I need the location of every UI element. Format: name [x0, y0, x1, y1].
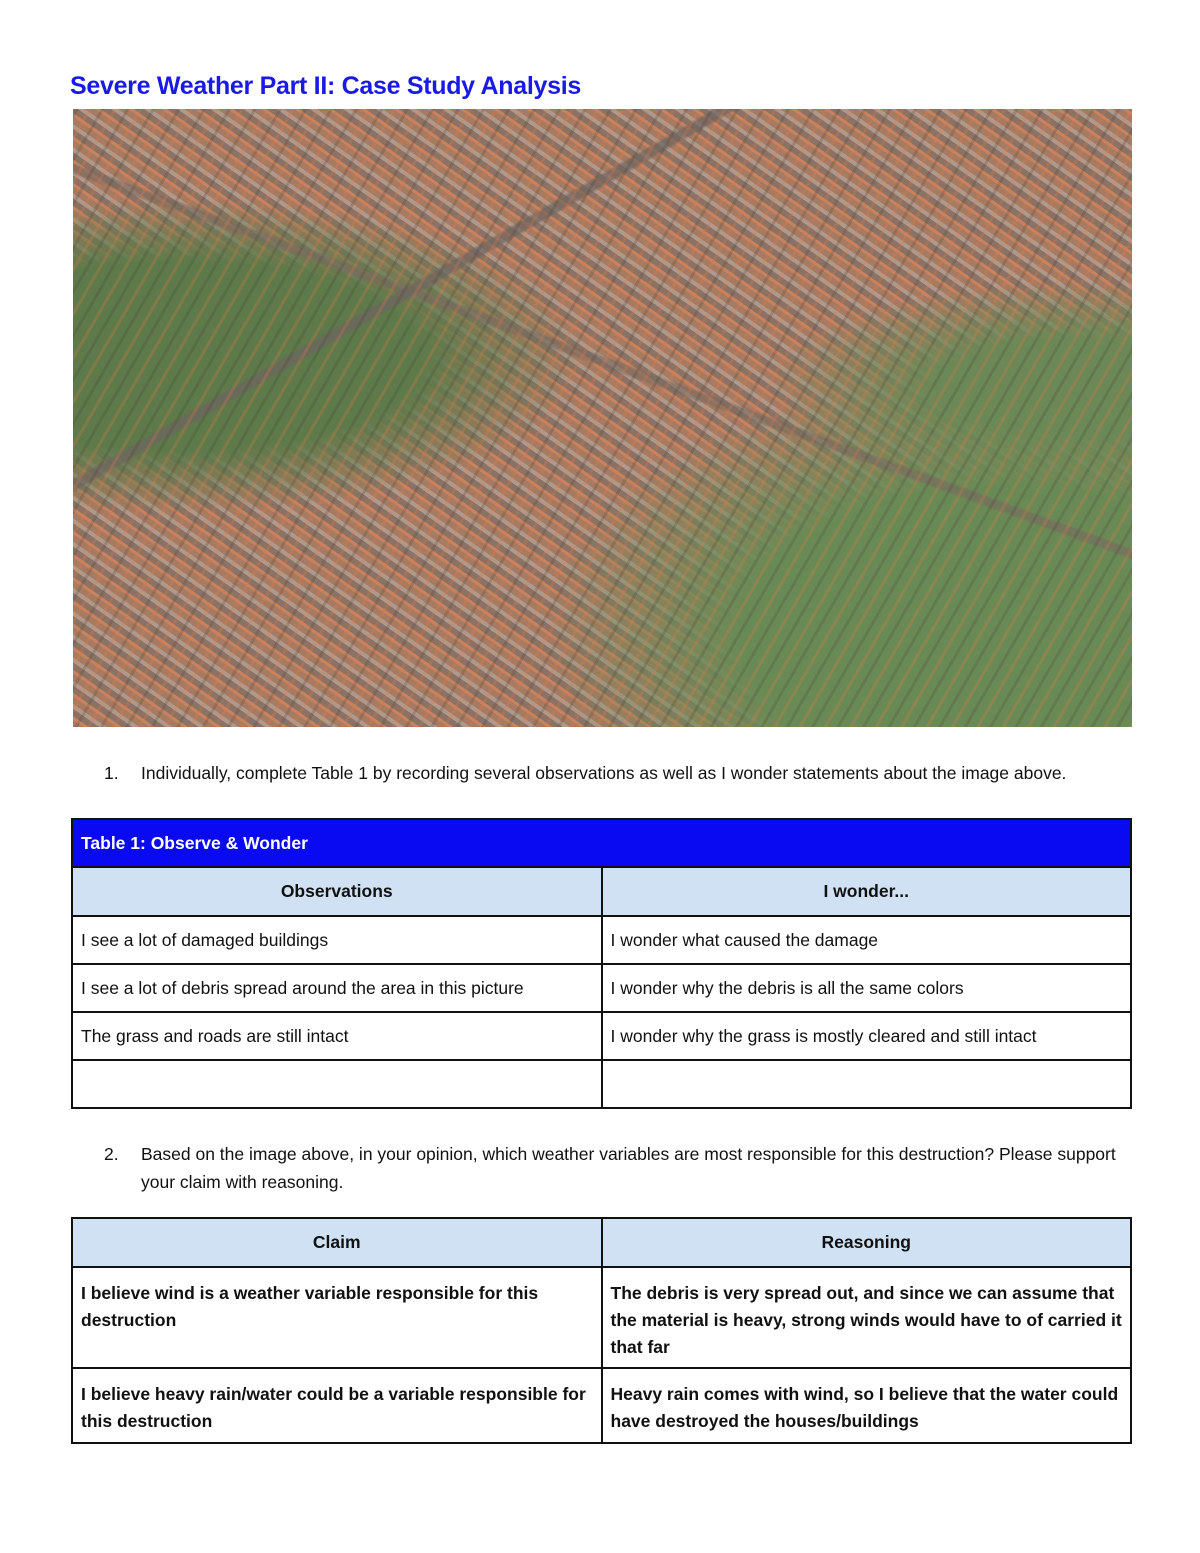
question-2 [104, 1140, 1124, 1196]
wonder-cell[interactable]: I wonder why the grass is mostly cleared and still intact [602, 1012, 1132, 1060]
question-1 [104, 759, 1124, 787]
column-header-reasoning: Reasoning [602, 1218, 1132, 1267]
column-header-claim: Claim [72, 1218, 602, 1267]
hurricane-damage-aerial-photo [73, 109, 1132, 727]
wonder-cell[interactable]: I wonder what caused the damage [602, 916, 1132, 964]
observation-cell[interactable]: The grass and roads are still intact [72, 1012, 602, 1060]
wonder-cell[interactable] [602, 1060, 1132, 1108]
question-text: Individually, complete Table 1 by recording several observations as well as I wonder statements about the image above. [141, 763, 1067, 783]
claim-reasoning-table [71, 1217, 1132, 1444]
claim-cell[interactable]: I believe wind is a weather variable responsible for this destruction [72, 1267, 602, 1368]
table-row [72, 1368, 1131, 1443]
table-caption: Table 1: Observe & Wonder [72, 819, 1131, 867]
table-row [72, 964, 1131, 1012]
page-title: Severe Weather Part II: Case Study Analysis [70, 72, 581, 100]
question-number: 2. [104, 1144, 119, 1164]
reasoning-cell[interactable]: The debris is very spread out, and since we can assume that the material is heavy, strong winds would have to of carried it that far [602, 1267, 1132, 1368]
column-header-wonder: I wonder... [602, 867, 1132, 916]
observation-cell[interactable] [72, 1060, 602, 1108]
table-row [72, 1267, 1131, 1368]
claim-cell[interactable]: I believe heavy rain/water could be a variable responsible for this destruction [72, 1368, 602, 1443]
observation-cell[interactable]: I see a lot of debris spread around the area in this picture [72, 964, 602, 1012]
column-header-observations: Observations [72, 867, 602, 916]
observe-wonder-table [71, 818, 1132, 1109]
question-number: 1. [104, 763, 119, 783]
observation-cell[interactable]: I see a lot of damaged buildings [72, 916, 602, 964]
reasoning-cell[interactable]: Heavy rain comes with wind, so I believe that the water could have destroyed the houses/buildings [602, 1368, 1132, 1443]
table-row [72, 916, 1131, 964]
table-row [72, 1012, 1131, 1060]
question-text: Based on the image above, in your opinion, which weather variables are most responsible for this destruction? Please support your claim with reasoning. [141, 1144, 1116, 1192]
wonder-cell[interactable]: I wonder why the debris is all the same colors [602, 964, 1132, 1012]
table-row [72, 1060, 1131, 1108]
